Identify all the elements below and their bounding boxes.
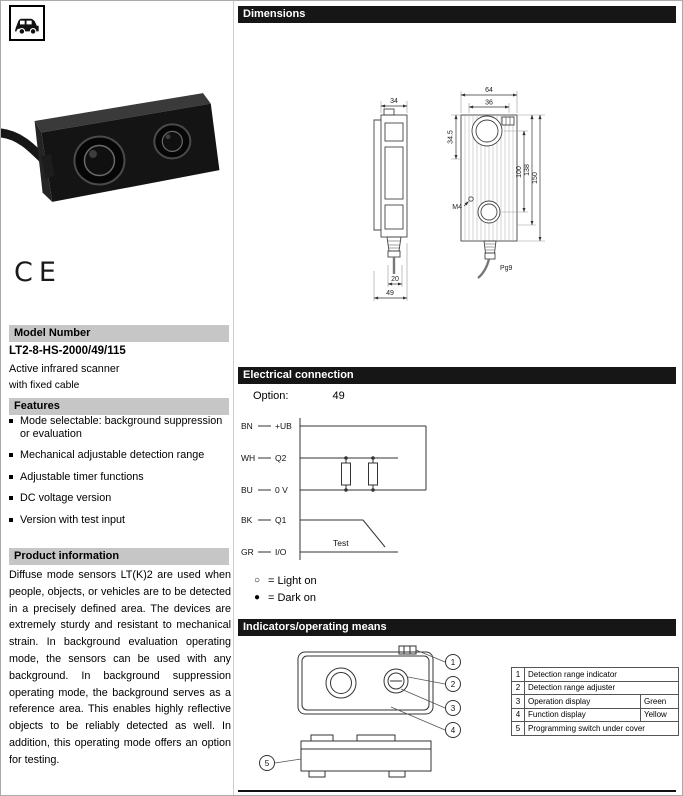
dim-label-20: 20 [391, 276, 399, 283]
table-cell-label: Programming switch under cover [525, 722, 679, 736]
feature-text: Mechanical adjustable detection range [20, 449, 205, 462]
wire-abbr: BN [241, 421, 253, 431]
table-cell-num: 2 [512, 681, 525, 695]
test-label: Test [333, 538, 349, 548]
bullet-square-icon [9, 453, 13, 457]
table-cell-label: Function display [525, 708, 641, 722]
light-on-icon: ○ [253, 575, 261, 586]
dimension-lines [374, 95, 540, 298]
table-row [512, 668, 679, 682]
bottom-rule [238, 790, 676, 792]
dim-label-49: 49 [386, 290, 394, 297]
callout-number: 4 [450, 726, 456, 735]
dimension-labels [386, 87, 539, 297]
feature-item [9, 471, 230, 484]
option-line [253, 390, 345, 402]
indicators-views [298, 646, 433, 777]
table-cell-num: 4 [512, 708, 525, 722]
product-information-header: Product information [9, 548, 229, 565]
ce-mark: CE [14, 257, 62, 288]
vehicle-icon [9, 5, 45, 41]
dim-label-pg9: Pg9 [500, 265, 513, 272]
indicators-drawing [241, 641, 481, 796]
legend-light-on [252, 572, 317, 589]
electrical-connection-header: Electrical connection [238, 367, 676, 384]
legend-text: = Dark on [268, 591, 316, 604]
model-number: LT2-8-HS-2000/49/115 [9, 345, 126, 357]
feature-item [9, 415, 230, 440]
dim-label-36: 36 [485, 99, 493, 107]
feature-item [9, 449, 230, 462]
model-description-line1: Active infrared scanner [9, 363, 120, 375]
features-list [9, 415, 230, 536]
wire-signal: +UB [275, 421, 292, 431]
product-information-text: Diffuse mode sensors LT(K)2 are used when people, objects, or vehicles are to be detected in a precisely defined area. The devices are extremely sturdy and resistant to mechanical strain. In background evaluation operating mode, the sensors can be used with any background. In background suppression operating mode, the background serves as a reference area. This enables highly reflective objects to be reliably detected as well. In addition, this operating mode offers an option for testing. [9, 569, 231, 766]
switching-legend [252, 572, 317, 606]
features-header: Features [9, 398, 229, 415]
table-cell-label: Detection range adjuster [525, 681, 679, 695]
dimensions-header: Dimensions [238, 6, 676, 23]
extension-lines [374, 91, 545, 301]
dim-label-m4: M4 [452, 204, 462, 211]
dim-label-34: 34 [390, 98, 398, 105]
callout-numbers [265, 658, 456, 768]
junction-dots [344, 456, 375, 492]
table-cell-num: 3 [512, 695, 525, 709]
table-row [512, 722, 679, 736]
table-cell-label: Operation display [525, 695, 641, 709]
table-row [512, 695, 679, 709]
callout-number: 2 [450, 680, 456, 689]
option-label: Option: [253, 390, 289, 402]
table-cell-value: Yellow [641, 708, 679, 722]
table-cell-num: 5 [512, 722, 525, 736]
model-number-header: Model Number [9, 325, 229, 342]
dim-label-34-5: 34.5 [447, 130, 455, 144]
wire-labels [241, 421, 349, 557]
indicators-table [511, 667, 679, 736]
side-view [374, 109, 407, 274]
table-row [512, 708, 679, 722]
bullet-square-icon [9, 518, 13, 522]
dim-label-64: 64 [485, 87, 493, 94]
model-description-line2: with fixed cable [9, 380, 80, 391]
table-cell-num: 1 [512, 668, 525, 682]
indicators-header: Indicators/operating means [238, 619, 676, 636]
wire-abbr: BK [241, 515, 253, 525]
wire-signal: Q1 [275, 515, 287, 525]
feature-item [9, 492, 230, 505]
feature-text: DC voltage version [20, 492, 112, 505]
wire-signal: Q2 [275, 453, 287, 463]
dim-label-138: 138 [524, 164, 531, 176]
bullet-square-icon [9, 496, 13, 500]
wiring-diagram [238, 403, 538, 571]
legend-text: = Light on [268, 574, 317, 587]
wire-abbr: GR [241, 547, 254, 557]
column-divider [233, 1, 234, 796]
callout-number: 5 [264, 759, 270, 768]
table-cell-label: Detection range indicator [525, 668, 679, 682]
callout-number: 3 [450, 704, 456, 713]
feature-text: Adjustable timer functions [20, 470, 144, 483]
wire-abbr: WH [241, 453, 256, 463]
wire-signal: I/O [275, 547, 287, 557]
dark-on-icon: ● [253, 592, 261, 603]
callout-number: 1 [450, 658, 456, 667]
dim-label-100: 100 [516, 166, 523, 178]
dimensions-drawing [238, 27, 676, 359]
product-photo [1, 53, 231, 245]
feature-item [9, 514, 230, 527]
dim-label-150: 150 [532, 172, 539, 184]
wire-signal: 0 V [275, 485, 288, 495]
vehicle-icon-glyph [13, 9, 41, 37]
bullet-square-icon [9, 475, 13, 479]
table-cell-value: Green [641, 695, 679, 709]
legend-dark-on [252, 589, 317, 606]
feature-text: Version with test input [20, 513, 126, 526]
feature-text: Mode selectable: background suppression or evaluation [20, 415, 223, 440]
front-view [461, 115, 517, 278]
wire-abbr: BU [241, 485, 253, 495]
table-row [512, 681, 679, 695]
bullet-square-icon [9, 419, 13, 423]
option-value: 49 [332, 390, 345, 402]
